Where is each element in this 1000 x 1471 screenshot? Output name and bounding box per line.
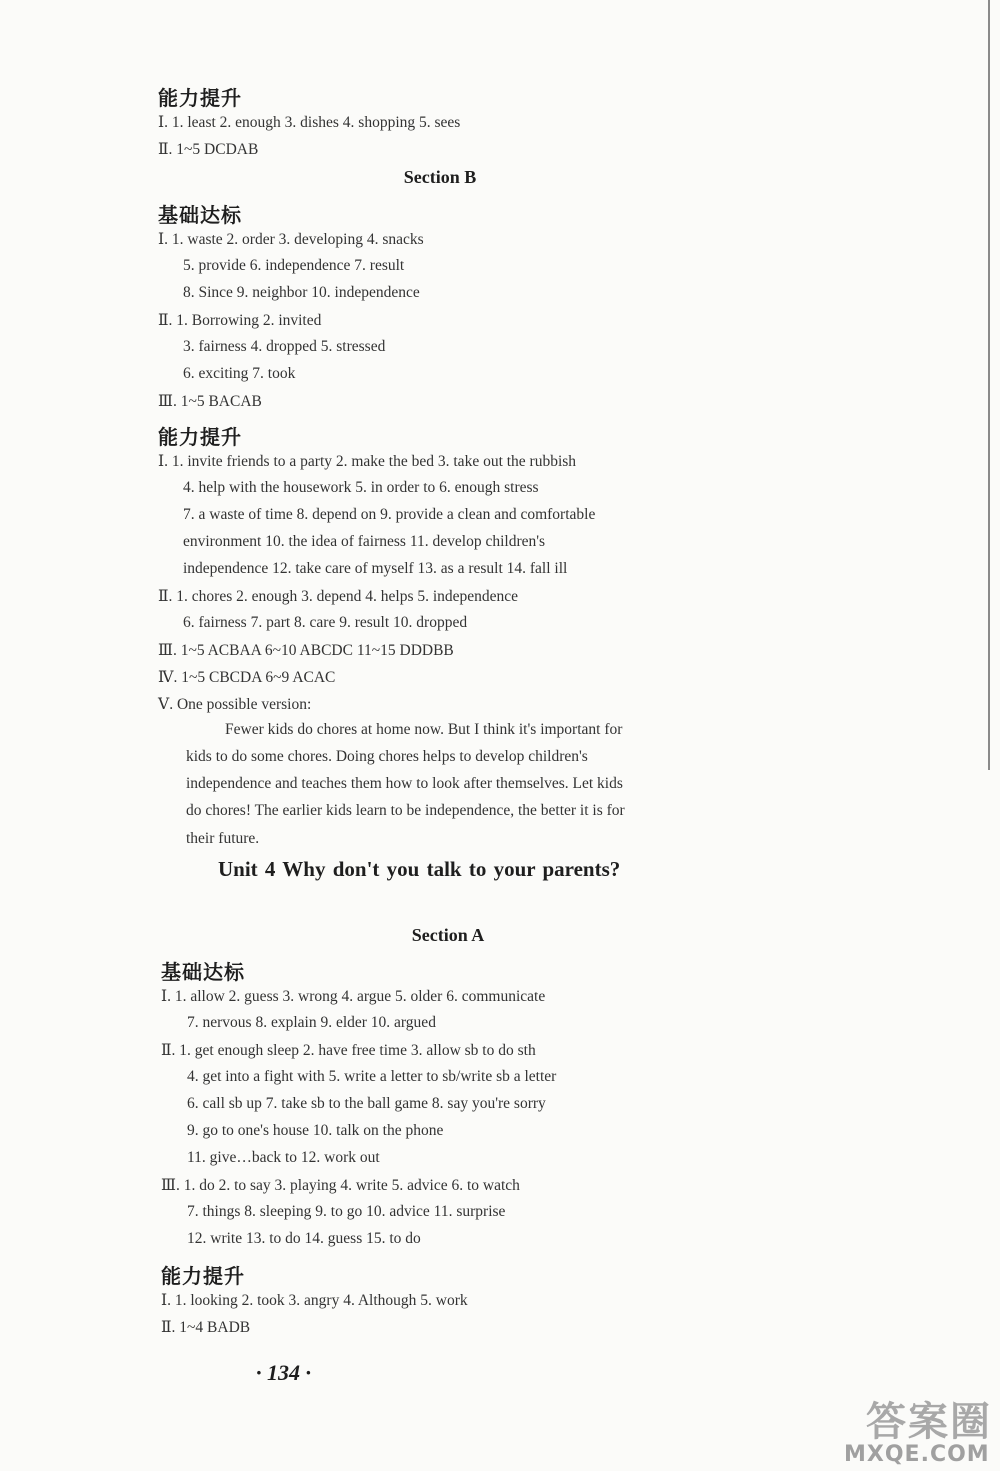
answer-line: Ⅱ. 1~5 DCDAB xyxy=(158,141,259,158)
answer-line: 8. Since 9. neighbor 10. independence xyxy=(183,284,420,301)
essay-line: independence and teaches them how to look after themselves. Let kids xyxy=(186,775,623,792)
essay-line: Fewer kids do chores at home now. But I think it's important for xyxy=(225,721,623,738)
answer-line: Ⅲ. 1~5 ACBAA 6~10 ABCDC 11~15 DDDBB xyxy=(158,642,454,659)
answer-line: Ⅰ. 1. looking 2. took 3. angry 4. Although 5. work xyxy=(161,1292,468,1309)
answer-line: 7. nervous 8. explain 9. elder 10. argued xyxy=(187,1014,436,1031)
watermark-logo: 答案圈 xyxy=(866,1399,992,1445)
watermark xyxy=(840,1388,1000,1471)
answer-line: Ⅱ. 1. Borrowing 2. invited xyxy=(158,312,322,329)
essay-line: kids to do some chores. Doing chores helps to develop children's xyxy=(186,748,588,765)
answer-line: 4. help with the housework 5. in order to 6. enough stress xyxy=(183,479,539,496)
answer-line: Ⅴ. One possible version: xyxy=(158,696,312,713)
heading-ability-improve: 能力提升 xyxy=(161,1264,245,1288)
answer-line: 4. get into a fight with 5. write a letter to sb/write sb a letter xyxy=(187,1068,557,1085)
answer-line: 3. fairness 4. dropped 5. stressed xyxy=(183,338,386,355)
section-b-title: Section B xyxy=(403,167,477,187)
unit-title: Unit 4 Why don't you talk to your parents? xyxy=(218,857,621,881)
answer-line: Ⅱ. 1~4 BADB xyxy=(161,1319,251,1336)
answer-line: Ⅰ. 1. least 2. enough 3. dishes 4. shopping 5. sees xyxy=(158,114,461,131)
answer-line: 7. a waste of time 8. depend on 9. provide a clean and comfortable xyxy=(183,506,596,523)
answer-line: Ⅲ. 1. do 2. to say 3. playing 4. write 5. advice 6. to watch xyxy=(161,1177,520,1194)
answer-line: 9. go to one's house 10. talk on the phone xyxy=(187,1122,444,1139)
heading-ability-improve: 能力提升 xyxy=(158,425,242,449)
heading-ability-improve: 能力提升 xyxy=(158,86,242,110)
answer-line: Ⅱ. 1. get enough sleep 2. have free time 3. allow sb to do sth xyxy=(161,1042,536,1059)
watermark-site: MXQE.COM xyxy=(844,1442,990,1467)
answer-line: Ⅰ. 1. allow 2. guess 3. wrong 4. argue 5. older 6. communicate xyxy=(161,988,546,1005)
answer-line: 6. call sb up 7. take sb to the ball game 8. say you're sorry xyxy=(187,1095,546,1112)
page-number: · 134 · xyxy=(256,1360,311,1385)
answer-line: independence 12. take care of myself 13. as a result 14. fall ill xyxy=(183,560,568,577)
section-a-title: Section A xyxy=(411,925,485,945)
answer-line: Ⅰ. 1. invite friends to a party 2. make the bed 3. take out the rubbish xyxy=(158,453,577,470)
answer-line: 7. things 8. sleeping 9. to go 10. advice 11. surprise xyxy=(187,1203,506,1220)
heading-basic: 基础达标 xyxy=(161,960,245,984)
answer-line: environment 10. the idea of fairness 11. develop children's xyxy=(183,533,546,550)
answer-line: 5. provide 6. independence 7. result xyxy=(183,257,405,274)
essay-line: do chores! The earlier kids learn to be independence, the better it is for xyxy=(186,802,625,819)
answer-line: Ⅳ. 1~5 CBCDA 6~9 ACAC xyxy=(158,669,336,686)
heading-basic: 基础达标 xyxy=(158,203,242,227)
answer-line: 6. fairness 7. part 8. care 9. result 10. dropped xyxy=(183,614,468,631)
page-edge-rule xyxy=(988,0,990,770)
answer-line: 11. give…back to 12. work out xyxy=(187,1149,380,1166)
essay-line: their future. xyxy=(186,830,260,847)
answer-line: Ⅱ. 1. chores 2. enough 3. depend 4. helps 5. independence xyxy=(158,588,519,605)
answer-line: Ⅰ. 1. waste 2. order 3. developing 4. snacks xyxy=(158,231,424,248)
answer-line: Ⅲ. 1~5 BACAB xyxy=(158,393,262,410)
answer-line: 6. exciting 7. took xyxy=(183,365,296,382)
answer-line: 12. write 13. to do 14. guess 15. to do xyxy=(187,1230,421,1247)
